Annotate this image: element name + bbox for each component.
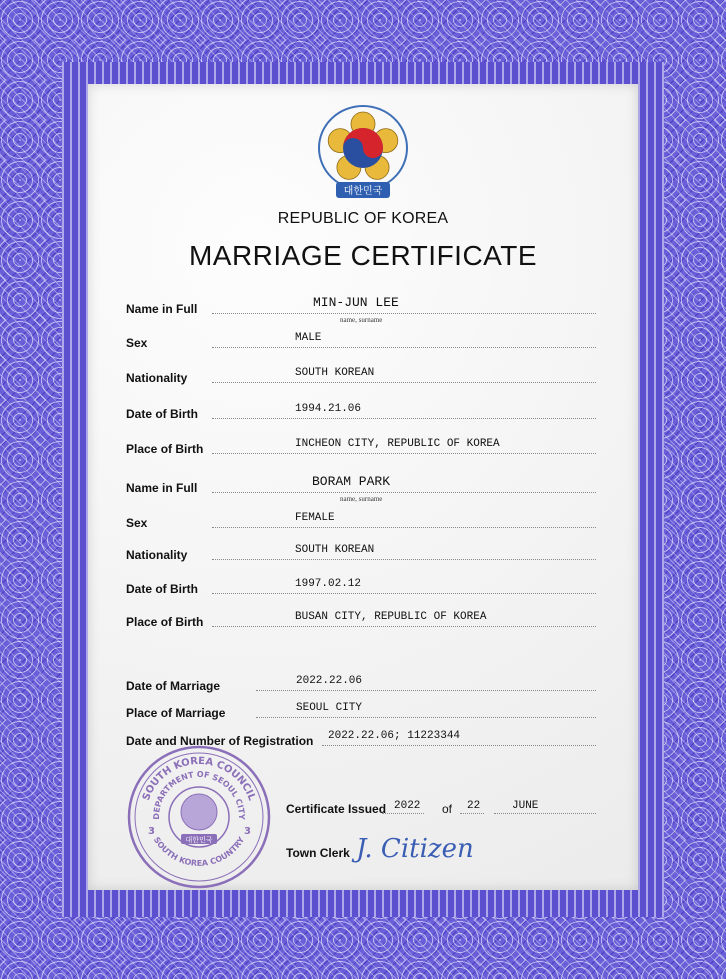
person1-nationality: SOUTH KOREAN: [295, 367, 375, 379]
person1-name: MIN-JUN LEE: [313, 295, 399, 310]
field-label: Place of Marriage: [126, 706, 226, 720]
stock-watermark: [340, 918, 720, 958]
person1-pob: INCHEON CITY, REPUBLIC OF KOREA: [295, 438, 500, 450]
certificate-issued-row: [286, 796, 596, 820]
official-seal-icon: [126, 744, 272, 890]
person2-pob-row: [126, 601, 596, 631]
seal-top-text: SOUTH KOREA COUNCIL: [140, 755, 258, 803]
seal-number-left: 3: [148, 826, 155, 837]
issue-day: 22: [467, 800, 481, 812]
field-label: Date of Marriage: [126, 679, 221, 693]
person2-nationality: SOUTH KOREAN: [295, 544, 375, 556]
field-label: Date of Birth: [126, 582, 198, 596]
issue-month: JUNE: [512, 800, 539, 812]
person1-name-row: [126, 288, 596, 324]
person2-name: BORAM PARK: [312, 474, 391, 489]
document-title: MARRIAGE CERTIFICATE: [188, 240, 538, 271]
person1-pob-row: [126, 428, 596, 458]
name-surname-hint: name, surname: [340, 495, 383, 503]
person2-dob: 1997.02.12: [295, 578, 362, 590]
marriage-place-row: [126, 692, 596, 722]
seal-number-right: 3: [244, 826, 251, 837]
national-emblem-icon: [316, 104, 410, 202]
person1-sex-row: [126, 322, 596, 352]
person1-dob-row: [126, 393, 596, 423]
field-label: Nationality: [126, 548, 188, 562]
name-surname-hint: name, surname: [340, 316, 383, 324]
person2-nationality-row: [126, 534, 596, 564]
field-label: Name in Full: [126, 302, 198, 316]
issue-year: 2022: [394, 800, 421, 812]
person1-dob: 1994.21.06: [295, 403, 362, 415]
field-label: Name in Full: [126, 481, 198, 495]
marriage-date: 2022.22.06: [296, 675, 363, 687]
registration-value: 2022.22.06; 11223344: [328, 730, 461, 742]
of-label: of: [442, 802, 453, 816]
seal-center-text: 대한민국: [185, 836, 213, 844]
emblem-label: 대한민국: [343, 186, 383, 197]
field-label: Sex: [126, 336, 148, 350]
clerk-signature: J. Citizen: [356, 834, 474, 864]
field-label: Place of Birth: [126, 442, 204, 456]
person2-sex: FEMALE: [295, 512, 335, 524]
person1-sex: MALE: [295, 332, 322, 344]
marriage-date-row: [126, 665, 596, 695]
field-label: Date and Number of Registration: [126, 734, 314, 748]
town-clerk-row: [286, 830, 596, 870]
person2-pob: BUSAN CITY, REPUBLIC OF KOREA: [295, 611, 487, 623]
field-label: Date of Birth: [126, 407, 198, 421]
field-label: Sex: [126, 516, 148, 530]
field-label: Nationality: [126, 371, 188, 385]
person1-nationality-row: [126, 357, 596, 387]
seal-middle-text: DEPARTMENT OF SEOUL CITY: [151, 769, 247, 820]
field-label: Certificate Issued: [286, 802, 387, 816]
person2-sex-row: [126, 502, 596, 532]
country-title: REPUBLIC OF KOREA: [277, 210, 449, 227]
field-label: Place of Birth: [126, 615, 204, 629]
field-label: Town Clerk: [286, 846, 350, 860]
person2-dob-row: [126, 568, 596, 598]
marriage-place: SEOUL CITY: [296, 702, 363, 714]
person2-name-row: [126, 467, 596, 503]
seal-bottom-text: SOUTH KOREA COUNTRY: [151, 835, 247, 868]
